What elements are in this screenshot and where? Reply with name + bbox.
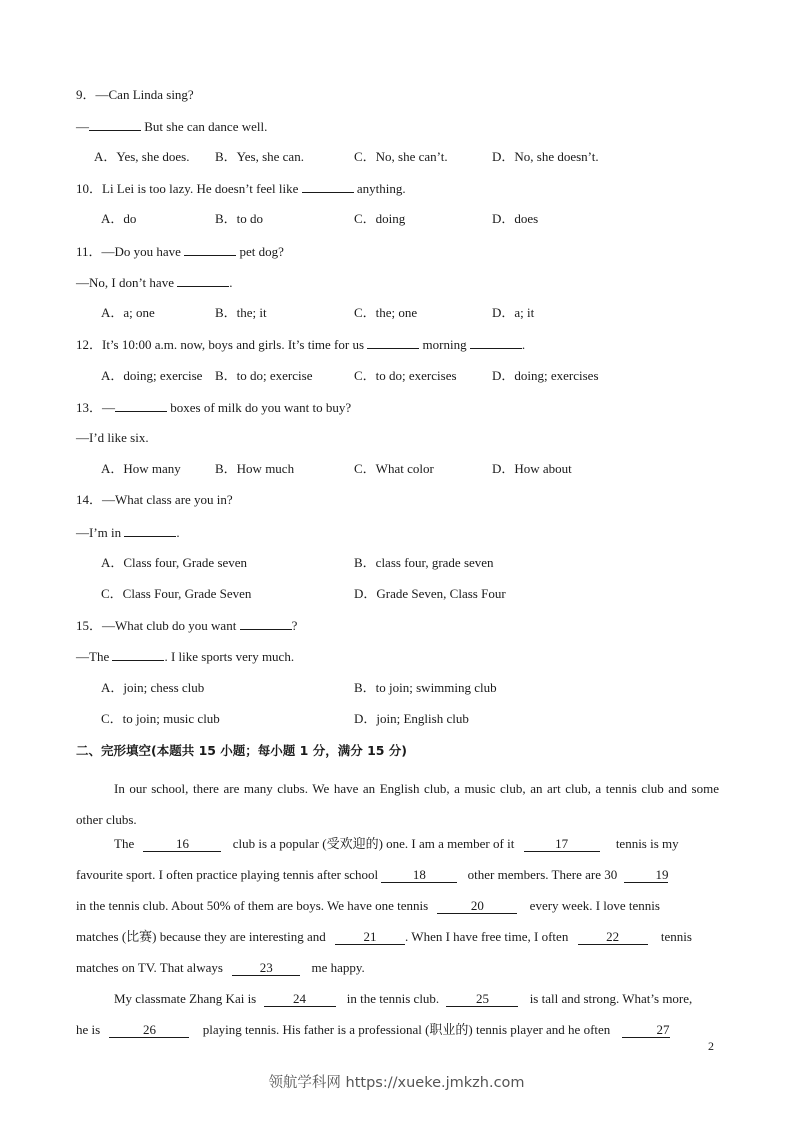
blank-24: 24 [264,992,336,1007]
blank-20: 20 [437,899,517,914]
stem-text: 15．—What club do you want [76,618,240,633]
answer-text: —The [76,649,113,664]
text: My classmate Zhang Kai is [114,991,260,1006]
stem-text: ? [291,618,298,633]
cloze-line [76,929,692,945]
option-b: B．to do; exercise [215,368,313,383]
text: is tall and strong. What’s more, [526,991,693,1006]
text: matches on TV. That always [76,960,227,975]
question-13-stem [76,399,351,416]
text: me happy. [308,960,365,975]
answer-blank [184,243,236,256]
cloze-line [76,1022,670,1038]
text: matches (比赛) because they are interesting and [76,929,330,944]
stem-text: 12．It’s 10:00 a.m. now, boys and girls. It’s time for us [76,337,368,352]
option-a: A．do [101,211,137,226]
answer-text: —No, I don’t have [76,275,178,290]
cloze-line [76,867,668,883]
cloze-line [76,898,660,914]
section-heading: 二、完形填空(本题共 15 小题；每小题 1 分，满分 15 分) [76,743,408,758]
question-11-stem [76,243,284,260]
text: tennis [657,929,692,944]
option-d: D．Grade Seven, Class Four [354,586,506,601]
stem-text: 11．—Do you have [76,244,185,259]
option-a: A．join; chess club [101,680,205,695]
text: in the tennis club. [343,991,443,1006]
option-a: A．Yes, she does. [94,149,190,164]
cloze-line [76,960,365,976]
option-a: A．How many [101,461,181,476]
option-b: B．class four, grade seven [354,555,494,570]
text: in the tennis club. About 50% of them are boys. We have one tennis [76,898,432,913]
question-14-answer-line [76,524,180,541]
blank-27: 27 [622,1023,670,1038]
text: other members. There are 30 [464,867,621,882]
answer-blank [115,399,167,412]
question-9-answer-line [76,118,267,135]
option-d: D．How about [492,461,572,476]
text: . When I have free time, I often [405,929,572,944]
blank-18: 18 [381,868,457,883]
option-c: C．doing [354,211,406,226]
option-c: C．to do; exercises [354,368,457,383]
blank-22: 22 [578,930,648,945]
question-10-stem [76,180,406,197]
stem-text: morning [419,337,470,352]
stem-text: . [521,337,526,352]
question-14-stem: 14．—What class are you in? [76,492,233,507]
blank-26: 26 [109,1023,189,1038]
answer-blank [240,617,292,630]
answer-blank [89,118,141,131]
option-d: D．a; it [492,305,535,320]
stem-text: anything. [353,181,406,196]
answer-blank [470,336,522,349]
text: The [114,836,138,851]
option-a: A．Class four, Grade seven [101,555,248,570]
stem-text: 10．Li Lei is too lazy. He doesn’t feel like [76,181,302,196]
answer-text: . [229,275,233,290]
answer-blank [124,524,176,537]
option-a: A．a; one [101,305,155,320]
option-b: B．to join; swimming club [354,680,497,695]
answer-blank [177,274,229,287]
option-d: D．does [492,211,539,226]
blank-19: 19 [624,868,668,883]
option-c: C．What color [354,461,434,476]
answer-text: . [176,525,180,540]
paragraph-1: In our school, there are many clubs. We have an English club, a music club, an art club, a tennis club and some other clubs. [76,781,719,827]
answer-text: . I like sports very much. [164,649,295,664]
text: every week. I love tennis [526,898,660,913]
option-b: B．How much [215,461,295,476]
answer-text: But she can dance well. [141,119,268,134]
text: favourite sport. I often practice playing tennis after school [76,867,382,882]
question-12-stem [76,336,525,353]
question-15-answer-line [76,648,294,665]
option-d: D．doing; exercises [492,368,599,383]
option-c: C．the; one [354,305,418,320]
option-c: C．to join; music club [101,711,220,726]
blank-16: 16 [143,837,221,852]
stem-text: boxes of milk do you want to buy? [167,400,352,415]
question-9-stem: 9．—Can Linda sing? [76,87,194,102]
blank-21: 21 [335,930,405,945]
option-d: D．join; English club [354,711,469,726]
footer-watermark: 领航学科网 https://xueke.jmkzh.com [268,1075,525,1091]
blank-23: 23 [232,961,300,976]
cloze-line [114,991,692,1007]
text: he is [76,1022,104,1037]
page-number: 2 [708,1039,714,1053]
answer-blank [112,648,164,661]
question-13-answer-line: —I’d like six. [76,430,149,445]
option-c: C．No, she can’t. [354,149,448,164]
stem-text: 13．— [76,400,116,415]
text: playing tennis. His father is a professional (职业的) tennis player and he often [199,1022,614,1037]
question-15-stem [76,617,297,634]
option-b: B．the; it [215,305,267,320]
text: tennis is my [612,836,679,851]
blank-17: 17 [524,837,600,852]
option-d: D．No, she doesn’t. [492,149,599,164]
answer-text: —I’m in [76,525,125,540]
option-b: B．Yes, she can. [215,149,304,164]
answer-blank [367,336,419,349]
cloze-line [114,836,679,852]
option-b: B．to do [215,211,264,226]
dash: — [76,119,89,134]
text: club is a popular (受欢迎的) one. I am a member of it [229,836,518,851]
option-c: C．Class Four, Grade Seven [101,586,252,601]
stem-text: pet dog? [236,244,284,259]
blank-25: 25 [446,992,518,1007]
option-a: A．doing; exercise [101,368,203,383]
answer-blank [302,180,354,193]
question-11-answer-line [76,274,232,291]
